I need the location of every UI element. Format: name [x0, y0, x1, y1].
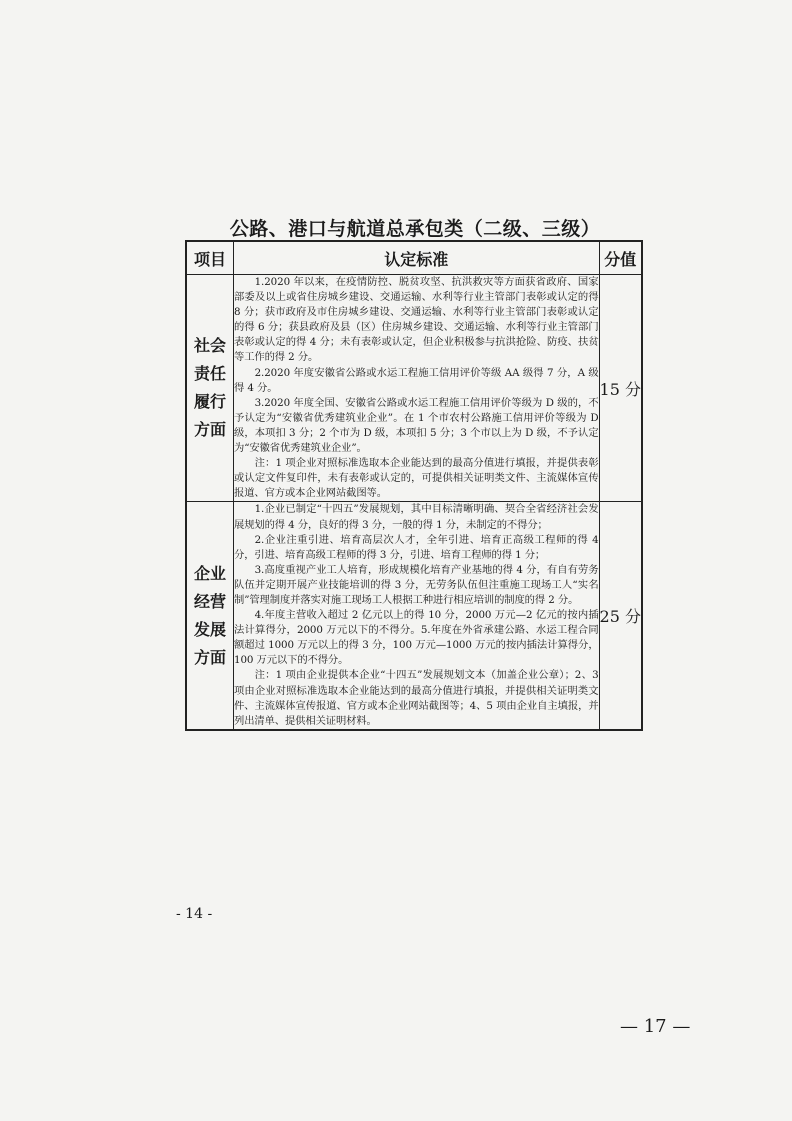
- header-criteria: 认定标准: [234, 241, 600, 275]
- criteria-table: [185, 240, 643, 731]
- outer-page-number: — 17 —: [620, 1016, 691, 1037]
- criteria-cell: [234, 275, 600, 502]
- score-cell: 25 分: [599, 502, 642, 730]
- criteria-paragraph: 3.高度重视产业工人培育，形成规模化培育产业基地的得 4 分，有自有劳务队伍并定期开展产业技能培训的得 3 分，无劳务队伍但注重施工现场工人“实名制”管理制度并落实对施工现场工人根据工种进行相应培训的制度的得 2 分。: [234, 563, 599, 606]
- score-cell: 15 分: [599, 275, 642, 502]
- criteria-paragraph: 4.年度主营收入超过 2 亿元以上的得 10 分，2000 万元—2 亿元的按内插法计算得分，2000 万元以下的不得分。5.年度在外省承建公路、水运工程合同额超过 1000 万元以上的得 3 分，100 万元—1000 万元的按内插法计算得分，100 万元以下的不得分。: [234, 609, 599, 667]
- item-char: 方面: [193, 420, 226, 440]
- criteria-paragraph: 3.2020 年度全国、安徽省公路或水运工程施工信用评价等级为 D 级的，不予认定为“安徽省优秀建筑业企业”。在 1 个市农村公路施工信用评价等级为 D 级，本项扣 3 分；2 个市为 D 级，本项扣 5 分；3 个市以上为 D 级，不予认定为“安徽省优秀建筑业企业”。: [234, 396, 599, 455]
- criteria-cell: [234, 502, 600, 730]
- criteria-note: 注：1 项企业对照标准选取本企业能达到的最高分值进行填报，并提供表彰或认定文件复印件，未有表彰或认定的，可提供相关证明类文件、主流媒体宣传报道、官方或本企业网站截图等。: [234, 457, 599, 500]
- inner-page-number: - 14 -: [176, 906, 213, 922]
- item-char: 社会: [193, 336, 226, 356]
- header-score: 分值: [599, 241, 642, 275]
- item-char: 经营: [193, 591, 226, 611]
- criteria-paragraph: 1.企业已制定“十四五”发展规划，其中目标清晰明确、契合全省经济社会发展规划的得 4 分，良好的得 3 分，一般的得 1 分，未制定的不得分；: [234, 503, 599, 531]
- table-header-row: [186, 241, 642, 275]
- criteria-note: 注：1 项由企业提供本企业“十四五”发展规划文本（加盖企业公章）；2、3 项由企业对照标准选取本企业能达到的最高分值进行填报，并提供相关证明类文件、主流媒体宣传报道、官方或本企业网站截图等；4、5 项由企业自主填报，并列出清单、提供相关证明材料。: [234, 669, 599, 727]
- item-cell-business-development: [186, 502, 234, 730]
- table-row: [186, 275, 642, 502]
- table-row: [186, 502, 642, 730]
- document-title: 公路、港口与航道总承包类（二级、三级）: [229, 218, 601, 240]
- item-char: 责任: [193, 364, 226, 384]
- item-char: 发展: [193, 619, 226, 639]
- criteria-paragraph: 2.企业注重引进、培育高层次人才，全年引进、培育正高级工程师的得 4 分，引进、培育高级工程师的得 3 分，引进、培育工程师的得 1 分；: [234, 533, 599, 561]
- item-char: 企业: [193, 563, 226, 583]
- criteria-paragraph: 1.2020 年以来，在疫情防控、脱贫攻坚、抗洪救灾等方面获省政府、国家部委及以上或省住房城乡建设、交通运输、水利等行业主管部门表彰或认定的得 8 分；获市政府及市住房城乡建设、交通运输、水利等行业主管部门表彰或认定的得 6 分；获县政府及县（区）住房城乡建设、交通运输、水利等行业主管部门表彰或认定的得 4 分；未有表彰或认定，但企业积极参与抗洪抢险、防疫、扶贫等工作的得 2 分。: [234, 276, 599, 364]
- item-cell-social-responsibility: [186, 275, 234, 502]
- criteria-paragraph: 2.2020 年度安徽省公路或水运工程施工信用评价等级 AA 级得 7 分，A 级得 4 分。: [234, 366, 599, 394]
- item-char: 方面: [193, 647, 226, 667]
- item-char: 履行: [193, 392, 226, 412]
- header-item: 项目: [186, 241, 234, 275]
